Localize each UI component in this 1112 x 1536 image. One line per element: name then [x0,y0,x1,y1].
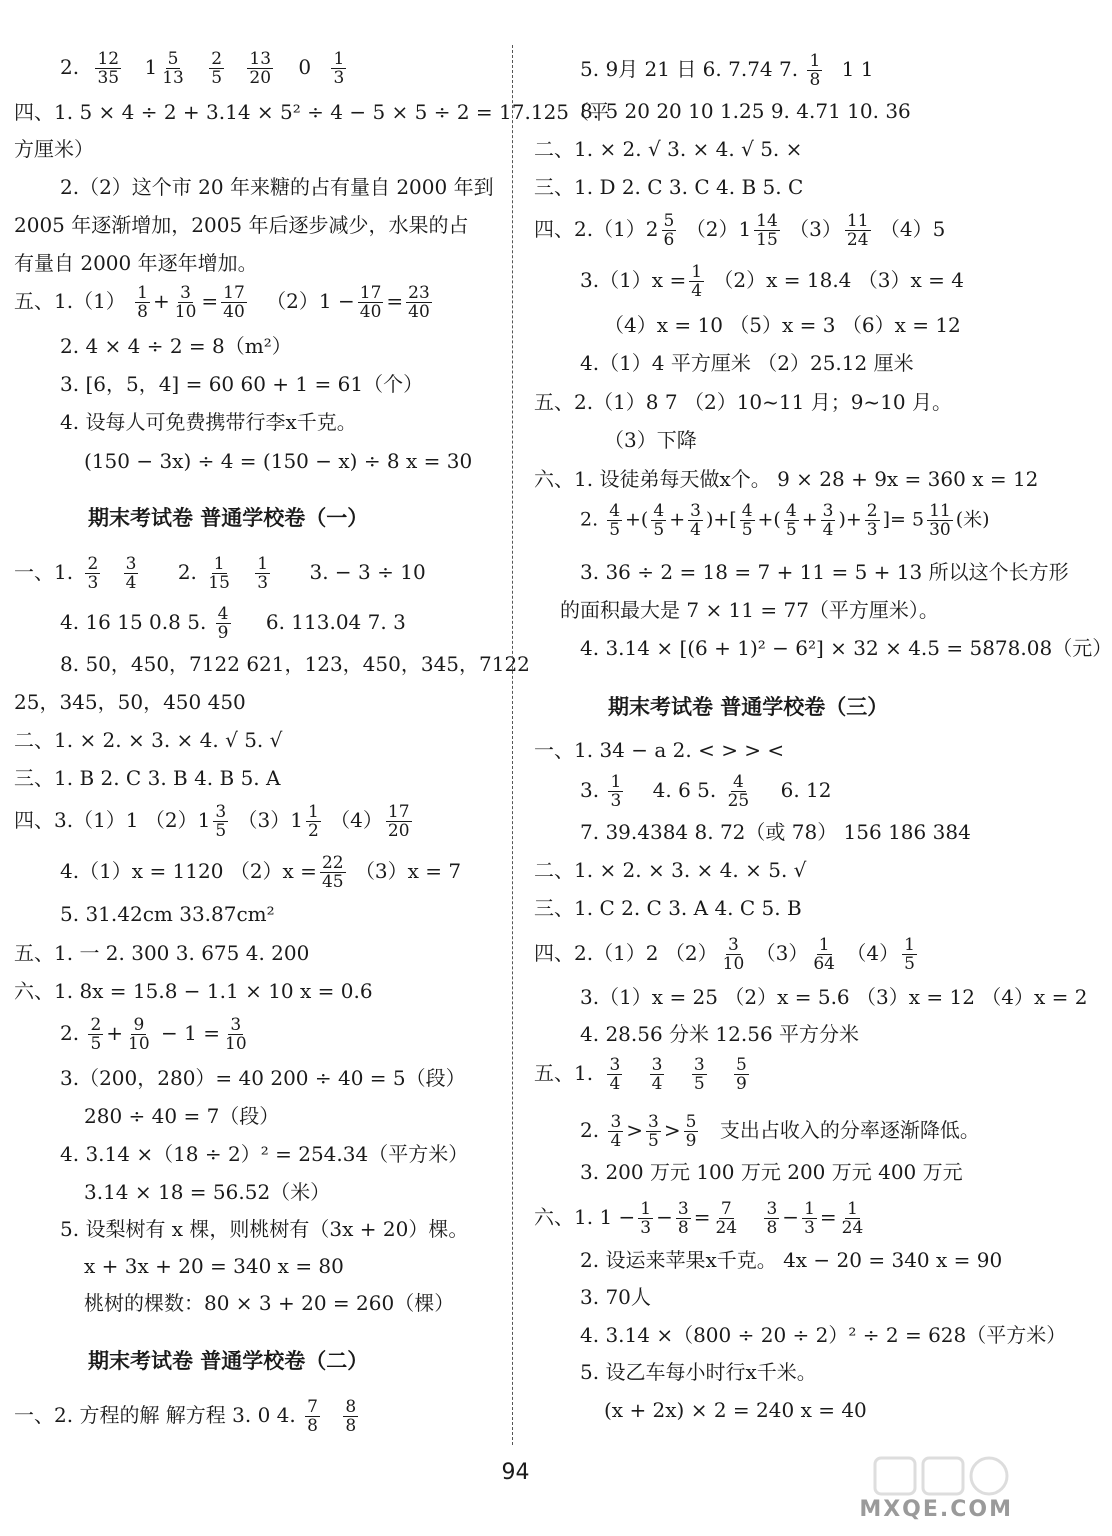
numerator: 3 [766,1199,778,1219]
fraction [160,50,186,87]
fraction [85,555,100,592]
text: 3.（1）x = [580,268,687,292]
fraction [726,773,752,810]
numerator: 23 [408,283,430,303]
fraction [306,803,321,840]
denominator: 5 [211,68,223,88]
fraction [662,212,677,249]
numerator: 1 [640,1199,652,1219]
numerator: 1 [804,1199,815,1219]
text: 五、1. [534,1061,594,1085]
fraction [688,502,703,539]
denominator: 6 [663,230,675,250]
denominator: 25 [727,791,750,811]
fraction [213,803,228,840]
numerator: 4 [741,501,753,521]
text: 2. [60,1021,80,1045]
numerator: 1 [610,772,622,792]
denominator: 5 [609,520,621,540]
fraction [221,284,247,321]
text: 一、2. 方程的解 解方程 3. 0 4. [14,1403,296,1427]
page-number: 94 [501,1460,530,1485]
denominator: 5 [741,520,753,540]
denominator: 4 [691,281,703,301]
answer-line [14,1398,361,1435]
denominator: 10 [225,1034,247,1054]
numerator: 1 [847,1199,858,1219]
answer-line: 3. 36 ÷ 2 = 18 = 7 + 11 = 5 + 13 所以这个长方形 [580,560,1069,584]
fraction [902,936,917,973]
answer-line: 3. 70人 [580,1285,651,1309]
answer-line: 2. $\frac{3}{4}$ > $\frac{3}{5}$ > $\frac{5}{9}$ 支出占收入的分率逐渐降低。 [580,1112,980,1151]
numerator: 3 [728,935,739,955]
fraction [811,936,837,973]
numerator: 1 [307,802,319,822]
text: （3） [789,217,842,241]
text: 1 1 [841,57,874,81]
section-heading: 期末考试卷 普通学校卷（三） [608,695,889,719]
answer-line: 桃树的棵数：80 × 3 + 20 = 260（棵） [84,1291,455,1315]
denominator: 4 [651,1074,663,1094]
fraction [343,1398,358,1435]
fraction [247,50,273,87]
text: − 1 = [161,1021,221,1045]
answer-line: 5. 设梨树有 x 棵，则桃树有（3x + 20）棵。 [60,1217,469,1241]
fraction [676,1200,691,1237]
text: （4） [330,808,383,832]
denominator: 5 [653,520,665,540]
answer-line: 2. 4 × 4 ÷ 2 = 8（m²） [60,334,292,358]
fraction [331,50,346,87]
denominator: 8 [345,1416,357,1436]
answer-line: 六、1. 8x = 15.8 − 1.1 × 10 x = 0.6 [14,979,373,1003]
answer-line: 五、1. 一 2. 300 3. 675 4. 200 [14,941,310,965]
denominator: 40 [359,302,382,322]
text: 2. [580,508,599,531]
fraction [638,1200,653,1237]
numerator: 17 [387,802,410,822]
numerator: 7 [720,1199,732,1219]
answer-line: 2. $\frac{2}{5}$ + $\frac{9}{10}$ − 1 = $\frac{3}{10}$ [60,1015,247,1054]
denominator: 24 [715,1218,738,1238]
fraction [135,284,150,321]
answer-line [60,50,349,87]
text: （2）1 − [266,289,355,313]
fraction [734,1056,749,1093]
fraction [740,502,755,539]
text: （2）1 [685,217,752,241]
fraction [650,1056,665,1093]
fraction [608,1113,623,1150]
text: 2. [177,560,197,584]
numerator: 3 [648,1112,659,1132]
text: 4. 6 5. [652,778,717,802]
answer-line: (x + 2x) × 2 = 240 x = 40 [604,1398,867,1422]
text: 6. 113.04 7. 3 [265,610,406,634]
answer-line [580,773,832,810]
answer-line: 3.（1）x = 25 （2）x = 5.6 （3）x = 12 （4）x = 2 [580,985,1088,1009]
numerator: 4 [609,501,621,521]
fraction [651,502,666,539]
answer-line: x + 3x + 20 = 340 x = 80 [84,1254,344,1278]
answer-line [580,263,964,300]
answer-line [60,854,461,891]
watermark-text: MXQE.COM [859,1497,1013,1522]
answer-line [580,52,873,89]
numerator: 3 [610,1112,622,1132]
numerator: 11 [929,501,951,521]
numerator: 11 [846,211,869,231]
denominator: 9 [736,1074,747,1094]
line-prefix: 2. [60,55,80,79]
numerator: 2 [87,554,99,574]
answer-line: 二、1. × 2. √ 3. × 4. √ 5. × [534,137,803,161]
answer-line: 二、1. × 2. × 3. × 4. × 5. √ [534,858,807,882]
numerator: 1 [333,49,345,69]
fraction [845,212,871,249]
fraction [692,1056,707,1093]
numerator: 3 [180,283,191,303]
denominator: 3 [257,573,269,593]
denominator: 9 [685,1131,697,1151]
text: （2）x = 18.4 （3）x = 4 [713,268,964,292]
denominator: 5 [904,954,915,974]
column-divider [512,45,513,1445]
fraction [95,50,121,87]
fraction [607,502,622,539]
answer-line: 3.（200，280）= 40 200 ÷ 40 = 5（段） [60,1066,466,1090]
answer-line: 4. 3.14 ×（800 ÷ 20 ÷ 2）² ÷ 2 = 628（平方米） [580,1323,1067,1347]
answer-line: 5. 31.42cm 33.87cm² [60,902,275,926]
fraction [754,212,780,249]
answer-line: 4. 28.56 分米 12.56 平方分米 [580,1022,860,1046]
fraction [320,854,346,891]
denominator: 15 [208,573,230,593]
numerator: 14 [756,211,778,231]
text: 四、3.（1）1 （2）1 [14,808,211,832]
fraction [209,50,224,87]
unit: (米) [955,508,990,531]
numerator: 1 [904,935,915,955]
denominator: 5 [693,1074,705,1094]
fraction [255,555,270,592]
fraction [88,1016,103,1053]
line-prefix: 一、1. [14,560,74,584]
denominator: 30 [929,520,951,540]
denominator: 8 [307,1416,318,1436]
answer-line: （4）x = 10 （5）x = 3 （6）x = 12 [604,313,961,337]
denominator: 9 [217,623,229,643]
denominator: 5 [90,1034,102,1054]
denominator: 4 [609,1074,621,1094]
numerator: 1 [809,51,821,71]
numerator: 2 [211,49,223,69]
answer-line: 3.14 × 18 = 56.52（米） [84,1180,331,1204]
text: （3）x = 7 [354,859,462,883]
numerator: 4 [733,772,744,792]
fraction [124,555,139,592]
text: 4. 16 15 0.8 5. [60,610,207,634]
section-heading: 期末考试卷 普通学校卷（一） [88,506,369,530]
numerator: 5 [663,211,675,231]
numerator: 7 [307,1397,318,1417]
fraction [684,1113,699,1150]
section-heading: 期末考试卷 普通学校卷（二） [88,1349,369,1373]
numerator: 1 [691,262,703,282]
fraction [802,1200,817,1237]
numerator: 3 [690,501,701,521]
denominator: 3 [866,520,878,540]
fraction [821,502,836,539]
answer-line: 4. 3.14 ×（18 ÷ 2）² = 254.34（平方米） [60,1142,469,1166]
numerator: 2 [90,1015,102,1035]
fraction [206,555,232,592]
numerator: 5 [167,49,179,69]
numerator: 1 [137,283,148,303]
value: 0 [298,55,312,79]
answer-line: 方厘米） [14,137,94,161]
denominator: 8 [809,70,821,90]
denominator: 24 [841,1218,864,1238]
answer-line: 六、1. 设徒弟每天做x个。 9 × 28 + 9x = 360 x = 12 [534,467,1039,491]
denominator: 5 [785,520,797,540]
fraction [721,936,747,973]
text: 支出占收入的分率逐渐降低。 [719,1118,980,1142]
numerator: 3 [693,1055,705,1075]
answer-line: 25，345，50，450 450 [14,690,246,714]
numerator: 2 [866,501,878,521]
fraction [784,502,799,539]
text: 四、2.（1）2 [534,217,659,241]
answer-line [534,1056,752,1093]
denominator: 8 [766,1218,778,1238]
denominator: 40 [408,302,430,322]
fraction [689,263,704,300]
denominator: 2 [307,821,319,841]
numerator: 1 [213,554,225,574]
numerator: 3 [677,1199,689,1219]
text: （3）1 [237,808,303,832]
denominator: 3 [610,791,622,811]
fraction [713,1200,739,1237]
answer-line: 4. 3.14 × [(6 + 1)² − 6²] × 32 × 4.5 = 5878.08（元） [580,636,1112,660]
answer-line: 4. 设每人可免费携带行李x千克。 [60,410,357,434]
answer-line: 三、1. B 2. C 3. B 4. B 5. A [14,766,281,790]
line-prefix: 五、1.（1） [14,289,126,313]
answer-line: 8. 5 20 20 10 1.25 9. 4.71 10. 36 [580,99,911,123]
numerator: 4 [785,501,797,521]
denominator: 64 [813,954,835,974]
answer-line: (150 − 3x) ÷ 4 = (150 − x) ÷ 8 x = 30 [84,449,473,473]
numerator: 3 [215,802,227,822]
answer-line: 3. [6，5，4] = 60 60 + 1 = 61（个） [60,372,424,396]
answer-line: 四、1. 5 × 4 ÷ 2 + 3.14 × 5² ÷ 4 − 5 × 5 ÷ 2 = 17.125（平 [14,100,610,124]
answer-line: 三、1. C 2. C 3. A 4. C 5. B [534,896,802,920]
text: 2. [580,1118,600,1142]
text: 3. − 3 ÷ 10 [309,560,426,584]
answer-line: 280 ÷ 40 = 7（段） [84,1104,280,1128]
answer-line: 有量自 2000 年逐年增加。 [14,251,258,275]
fraction [173,284,199,321]
fraction [608,773,623,810]
numerator: 9 [133,1015,145,1035]
denominator: 3 [87,573,99,593]
denominator: 8 [677,1218,689,1238]
denominator: 15 [756,230,778,250]
answer-line: 二、1. × 2. × 3. × 4. √ 5. √ [14,728,283,752]
text: 5. 9月 21 日 6. 7.74 7. [580,57,799,81]
answer-line: 五、1.（1） $\frac{1}{8}$ + $\frac{3}{10}$ = $\frac{17}{40}$ （2）1 − $\frac{17}{40}$ = $\frac{23}{40}$ [14,283,430,322]
denominator: 5 [215,821,227,841]
denominator: 13 [162,68,184,88]
fraction [646,1113,661,1150]
numerator: 1 [818,935,830,955]
answer-line: 2005 年逐渐增加，2005 年后逐步减少，水果的占 [14,213,469,237]
answer-line: 六、1. 1 − $\frac{1}{3}$ − $\frac{3}{8}$ = $\frac{7}{24}$ $\frac{3}{8}$ − $\frac{1}{3}$ = $\frac{1}{24}$ [534,1199,864,1238]
numerator: 22 [321,853,344,873]
answer-line [534,212,945,249]
text: 六、1. 1 − [534,1205,636,1229]
fraction [764,1200,779,1237]
denominator: 10 [128,1034,150,1054]
text: （4）5 [879,217,946,241]
answer-line: 3. 200 万元 100 万元 200 万元 400 万元 [580,1160,963,1184]
answer-line: 2. 设运来苹果x千克。 4x − 20 = 340 x = 90 [580,1248,1003,1272]
fraction [126,1016,152,1053]
denominator: 24 [846,230,869,250]
numerator: 13 [249,49,272,69]
answer-line: （3）下降 [604,428,697,452]
denominator: 3 [804,1218,815,1238]
denominator: 10 [174,302,197,322]
denominator: 20 [249,68,272,88]
answer-line: 8. 50，450，7122 621，123，450，345，7122 [60,652,530,676]
answer-line: 三、1. D 2. C 3. C 4. B 5. C [534,175,804,199]
numerator: 17 [359,283,382,303]
answer-line [14,803,415,840]
denominator: 45 [321,872,344,892]
answer-line: 4.（1）4 平方厘米 （2）25.12 厘米 [580,351,914,375]
denominator: 4 [125,573,137,593]
answer-line: 2. $\frac{4}{5}$ +( $\frac{4}{5}$ + $\frac{3}{4}$ )+[ $\frac{4}{5}$ +( $\frac{4}{5}$ + $\frac{3}{4}$ )+ $\frac{2}{3}$ ]= 5 $\frac{11}{30}$ (米) [580,501,990,540]
numerator: 3 [230,1015,242,1035]
fraction [358,284,384,321]
text: 6. 12 [780,778,832,802]
numerator: 4 [217,604,229,624]
denominator: 5 [648,1131,659,1151]
denominator: 3 [640,1218,652,1238]
fraction [840,1200,866,1237]
numerator: 3 [651,1055,663,1075]
text: 4.（1）x = 1120 （2）x = [60,859,317,883]
numerator: 4 [653,501,665,521]
whole-number: 1 [144,55,158,79]
numerator: 3 [609,1055,621,1075]
answer-line: 的面积最大是 7 × 11 = 77（平方厘米）。 [560,598,939,622]
denominator: 35 [97,68,120,88]
fraction [223,1016,249,1053]
text: = 5 [890,508,925,531]
answer-line [14,555,426,592]
answer-line: 5. 设乙车每小时行x千米。 [580,1360,817,1384]
denominator: 40 [223,302,245,322]
fraction [305,1398,320,1435]
answer-line: 五、2.（1）8 7 （2）10~11 月；9~10 月。 [534,390,952,414]
numerator: 1 [257,554,269,574]
text: 3. [580,778,600,802]
fraction [607,1056,622,1093]
fraction [406,284,432,321]
fraction [216,605,231,642]
numerator: 5 [685,1112,697,1132]
text: 四、2.（1）2 （2） [534,941,718,965]
fraction [927,502,953,539]
denominator: 20 [387,821,410,841]
numerator: 5 [736,1055,747,1075]
fraction [386,803,412,840]
numerator: 3 [822,501,834,521]
denominator: 4 [610,1131,622,1151]
denominator: 10 [722,954,745,974]
text: （4） [846,941,900,965]
denominator: 3 [333,68,345,88]
text: （3） [755,941,809,965]
answer-line [60,605,406,642]
numerator: 12 [97,49,120,69]
denominator: 8 [137,302,148,322]
numerator: 3 [125,554,137,574]
fraction [865,502,880,539]
denominator: 4 [690,520,701,540]
numerator: 17 [223,283,245,303]
answer-line: 7. 39.4384 8. 72（或 78） 156 186 384 [580,820,971,844]
answer-line [534,936,920,973]
denominator: 4 [822,520,834,540]
numerator: 8 [345,1397,357,1417]
fraction [807,52,822,89]
answer-line: 2.（2）这个市 20 年来糖的占有量自 2000 年到 [60,175,494,199]
answer-line: 一、1. 34 − a 2. < > > < [534,738,785,762]
